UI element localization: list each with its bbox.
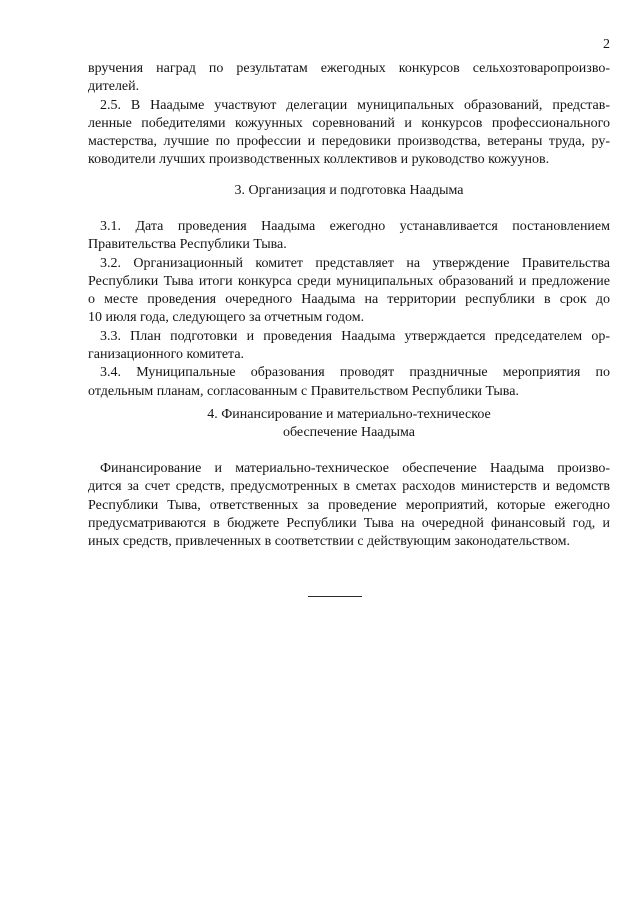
section-4-paragraph-line: дится за счет средств, предусмотренных в сметах расходов министерств и ведомств	[88, 479, 610, 495]
section-4-paragraph-line: Финансирование и материально-техническое обеспечение Наадыма произво-	[100, 461, 610, 476]
item-3-1-line: Правительства Республики Тыва.	[88, 237, 287, 253]
item-3-2-line: Республики Тыва итоги конкурса среди муниципальных образований и предложение	[88, 273, 610, 289]
end-of-document-rule	[308, 596, 362, 597]
item-3-4-line: отдельным планам, согласованным с Правительством Республики Тыва.	[88, 383, 519, 399]
section-4-paragraph-line: иных средств, привлеченных в соответствии с действующим законодательством.	[88, 534, 570, 550]
item-3-4-line: 3.4. Муниципальные образования проводят праздничные мероприятия по	[100, 365, 610, 381]
section-3-body	[88, 218, 610, 401]
section-4-heading-block	[88, 406, 610, 443]
item-2-5-line: ленные победителями кожуунных соревнований и конкурсов профессионального	[88, 115, 610, 131]
item-3-2-line: о месте проведения очередного Наадыма на территории республики в срок до	[88, 292, 610, 308]
item-2-5-line: 2.5. В Наадыме участвуют делегации муниципальных образований, представ-	[100, 97, 610, 113]
continuation-line: дителей.	[88, 79, 140, 95]
section-3-heading: 3. Организация и подготовка Наадыма	[234, 183, 464, 198]
item-3-3-line: 3.3. План подготовки и проведения Наадыма утверждается председателем ор-	[100, 328, 610, 344]
item-3-3-line: ганизационного комитета.	[88, 347, 245, 363]
item-3-2-line: 10 июля года, следующего за отчетным годом.	[88, 310, 365, 326]
item-2-5-line: мастерства, лучшие по профессии и передовики производства, ветераны труда, ру-	[88, 134, 610, 150]
section-4-paragraph-line: предусматриваются в бюджете Республики Тыва на очередной финансовый год, и	[88, 515, 610, 531]
item-3-2-line: 3.2. Организационный комитет представляет на утверждение Правительства	[100, 255, 610, 271]
page-number: 2	[603, 37, 610, 52]
section-3-heading-block	[88, 182, 610, 200]
section-4-heading-line: 4. Финансирование и материально-техническое	[207, 407, 491, 422]
item-2-5-line: ководители лучших производственных коллективов и руководство кожуунов.	[88, 152, 550, 168]
continuation-line: вручения наград по результатам ежегодных конкурсов сельхозтоваропроизво-	[88, 61, 610, 76]
intro-block	[88, 60, 610, 170]
section-4-paragraph	[88, 460, 610, 551]
item-3-1-line: 3.1. Дата проведения Наадыма ежегодно устанавливается постановлением	[100, 219, 610, 234]
section-4-heading-line: обеспечение Наадыма	[282, 425, 416, 441]
section-4-paragraph-line: Республики Тыва, ответственных за проведение мероприятий, которые ежегодно	[88, 497, 610, 513]
